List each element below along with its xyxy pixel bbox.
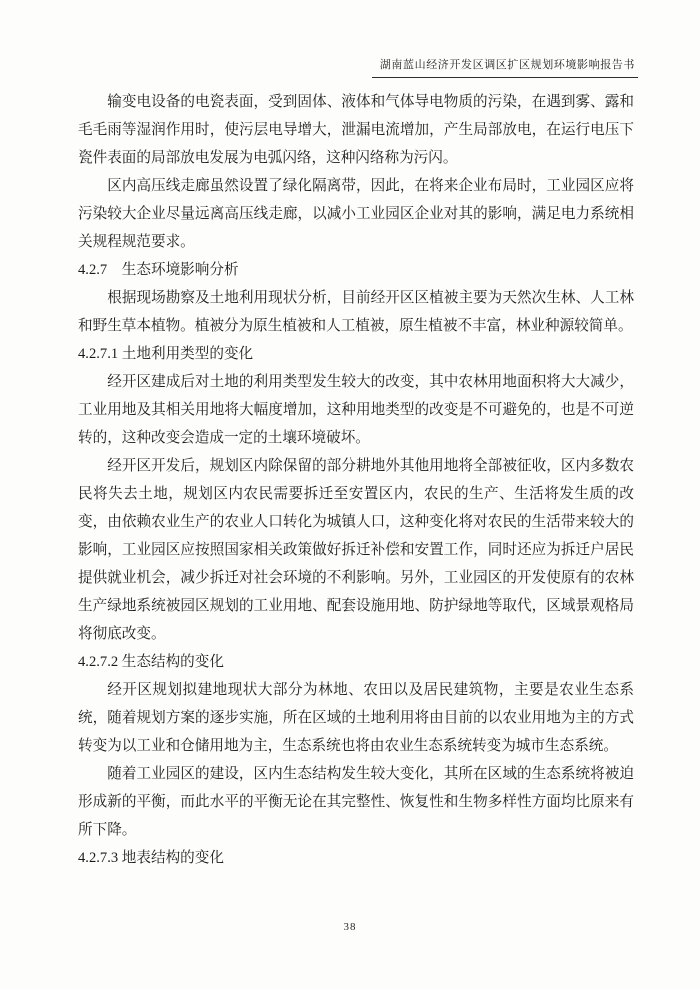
section-heading: 4.2.7.2 生态结构的变化 — [78, 654, 224, 670]
page-number: 38 — [343, 921, 357, 933]
body-paragraph: 随着工业园区的建设，区内生态结构发生较大变化，其所在区域的生态系统将被迫形成新的平衡，而此水平的平衡无论在其完整性、恢复性和生物多样性方面均比原来有所下降。 — [78, 766, 634, 838]
body-paragraph: 区内高压线走廊虽然设置了绿化隔离带，因此，在将来企业布局时，工业园区应将污染较大企业尽量远离高压线走廊，以减小工业园区企业对其的影响，满足电力系统相关规程规范要求。 — [78, 178, 634, 250]
body-paragraph: 经开区规划拟建地现状大部分为林地、农田以及居民建筑物，主要是农业生态系统，随着规划方案的逐步实施，所在区域的土地利用将由目前的以农业用地为主的方式转变为以工业和仓储用地为主，生态系统也将由农业生态系统转变为城市生态系统。 — [78, 682, 634, 754]
document-body — [78, 88, 634, 872]
body-paragraph: 经开区开发后，规划区内除保留的部分耕地外其他用地将全部被征收，区内多数农民将失去土地，规划区内农民需要拆迁至安置区内，农民的生产、生活将发生质的改变，由依赖农业生产的农业人口转化为城镇人口，这种变化将对农民的生活带来较大的影响，工业园区应按照国家相关政策做好拆迁补偿和安置工作，同时还应为拆迁户居民提供就业机会，减少拆迁对社会环境的不利影响。另外，工业园区的开发使原有的农林生产绿地系统被园区规划的工业用地、配套设施用地、防护绿地等取代，区域景观格局将彻底改变。 — [78, 458, 634, 642]
section-heading: 4.2.7.1 土地利用类型的变化 — [78, 346, 254, 362]
report-title: 湖南蓝山经济开发区调区扩区规划环境影响报告书 — [379, 59, 635, 71]
body-paragraph: 输变电设备的电瓷表面，受到固体、液体和气体导电物质的污染，在遇到雾、露和毛毛雨等湿润作用时，使污层电导增大，泄漏电流增加，产生局部放电，在运行电压下瓷件表面的局部放电发展为电弧闪络，这种闪络称为污闪。 — [78, 94, 634, 166]
page-header — [372, 55, 638, 78]
body-paragraph: 根据现场勘察及土地利用现状分析，目前经开区区植被主要为天然次生林、人工林和野生草本植物。植被分为原生植被和人工植被，原生植被不丰富，林业种源较简单。 — [78, 290, 634, 334]
body-paragraph: 经开区建成后对土地的利用类型发生较大的改变，其中农林用地面积将大大减少，工业用地及其相关用地将大幅度增加，这种用地类型的改变是不可避免的，也是不可逆转的，这种改变会造成一定的土壤环境破坏。 — [78, 374, 634, 446]
section-heading: 4.2.7 生态环境影响分析 — [78, 262, 239, 278]
section-heading: 4.2.7.3 地表结构的变化 — [78, 850, 224, 866]
page-footer — [0, 917, 700, 935]
